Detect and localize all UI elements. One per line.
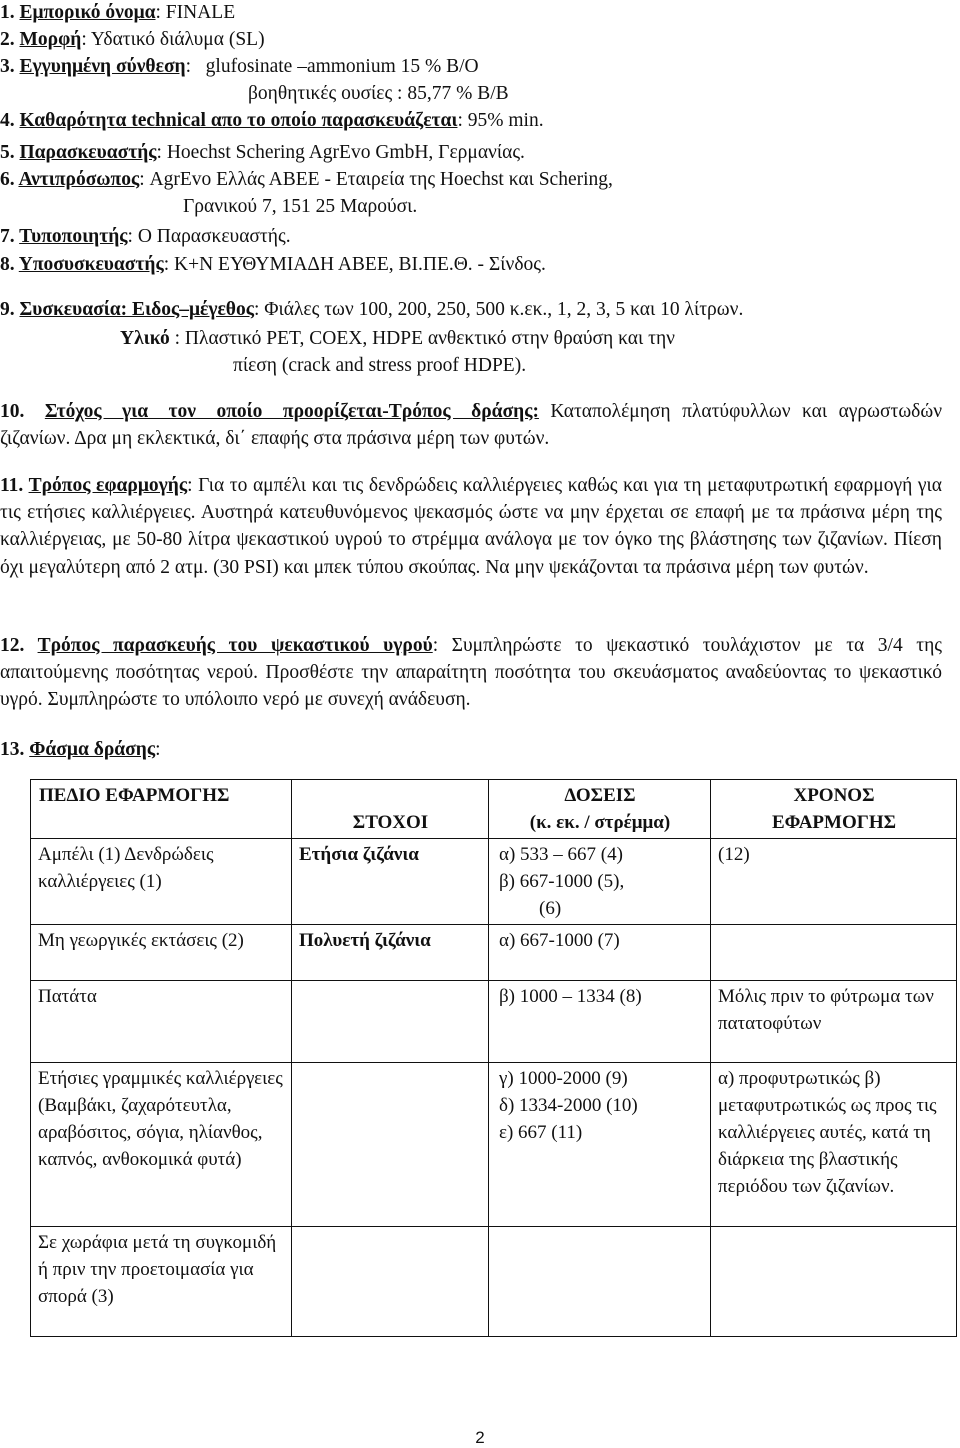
item-6-value: : AgrEvo Ελλάς ΑΒΕΕ - Εταιρεία της Hoechst και Schering, xyxy=(139,169,613,190)
table-row xyxy=(31,1063,957,1227)
item-5 xyxy=(0,140,525,166)
header-field: ΠΕΔΙΟ ΕΦΑΡΜΟΓΗΣ xyxy=(31,780,292,839)
item-11-text: : Για το αμπέλι και τις δενδρώδεις καλλιέργειες καθώς και για τη μεταφυτρωτική εφαρμογή για τις ετήσιες καλλιέργειες. Αυστηρά κατευθυνόμενος ψεκασμός ώστε να μην έρχεται σε επαφή με τα πράσινα μέρη της καλλιέργειας, με 50-80 λίτρα ψεκαστικού υγρού το στρέμμα ανάλογα με τον όγκο της βλάστησης των ζιζανίων. Πίεση όχι μεγαλύτερη από 2 ατμ. (30 PSI) και μπεκ τύπου σκούπας. Να μην ψεκάζονται τα πράσινα μέρη των φυτών. xyxy=(0,475,942,578)
item-9-value: : Φιάλες των 100, 200, 250, 500 κ.εκ., 1, 2, 3, 5 και 10 λίτρων. xyxy=(253,299,744,320)
item-3-value2: βοηθητικές ουσίες : 85,77 % Β/Β xyxy=(248,83,509,104)
cell-target: Ετήσια ζιζάνια xyxy=(292,839,489,925)
header-doses: ΔΟΣΕΙΣ (κ. εκ. / στρέμμα) xyxy=(489,780,711,839)
item-5-value: : Hoechst Schering AgrEvo GmbH, Γερμανίας. xyxy=(156,142,525,163)
item-6-continuation xyxy=(183,194,417,220)
item-6-label: 6. Αντιπρόσωπος xyxy=(0,169,140,190)
cell-target xyxy=(292,1227,489,1337)
table-row xyxy=(31,1227,957,1337)
item-1 xyxy=(0,0,235,26)
item-3-label: 3. Εγγυημένη σύνθεση xyxy=(0,56,186,77)
cell-time: (12) xyxy=(711,839,957,925)
cell-target xyxy=(292,1063,489,1227)
table-row xyxy=(31,981,957,1063)
item-7-label: 7. Τυποποιητής xyxy=(0,226,128,247)
item-4-label: 4. Καθαρότητα technical απο το οποίο παρασκευάζεται xyxy=(0,110,458,131)
item-9-material-value2: πίεση (crack and stress proof HDPE). xyxy=(233,355,527,376)
item-6-value2: Γρανικού 7, 151 25 Μαρούσι. xyxy=(183,196,418,217)
item-9-material-continuation xyxy=(233,353,526,379)
item-8 xyxy=(0,252,546,278)
cell-target: Πολυετή ζιζάνια xyxy=(292,925,489,981)
header-time: ΧΡΟΝΟΣ ΕΦΑΡΜΟΓΗΣ xyxy=(711,780,957,839)
item-11 xyxy=(0,472,942,581)
item-9-material xyxy=(120,326,675,352)
item-13 xyxy=(0,737,161,763)
item-10-label: 10. Στόχος για τον οποίο προορίζεται-Τρόπος δράσης: xyxy=(0,401,539,422)
cell-field: Ετήσιες γραμμικές καλλιέργειες (Βαμβάκι, ζαχαρότευτλα, αραβόσιτος, σόγια, ηλίανθος, καπνός, ανθοκομικά φυτά) xyxy=(31,1063,292,1227)
item-5-label: 5. Παρασκευαστής xyxy=(0,142,157,163)
item-13-value: : xyxy=(155,739,161,760)
cell-field: Αμπέλι (1) Δενδρώδεις καλλιέργειες (1) xyxy=(31,839,292,925)
item-10 xyxy=(0,398,942,452)
item-1-value: : FINALE xyxy=(155,2,236,23)
cell-field: Μη γεωργικές εκτάσεις (2) xyxy=(31,925,292,981)
item-9-material-label: Υλικό xyxy=(120,328,170,349)
cell-time: α) προφυτρωτικώς β) μεταφυτρωτικώς ως προς τις καλλιέργειες αυτές, κατά τη διάρκεια της βλαστικής περιόδου των ζιζανίων. xyxy=(711,1063,957,1227)
item-2 xyxy=(0,27,265,53)
item-12 xyxy=(0,632,942,714)
item-9 xyxy=(0,297,743,323)
cell-time: Μόλις πριν το φύτρωμα των πατατοφύτων xyxy=(711,981,957,1063)
item-7 xyxy=(0,224,291,250)
item-12-text: : Συμπληρώστε το ψεκαστικό τουλάχιστον με τα 3/4 της απαιτούμενης ποσότητας νερού. Προσθέστε την απαραίτητη ποσότητα του σκευάσματος αναδεύοντας το ψεκαστικό υγρό. Συμπληρώστε το υπόλοιπο νερό με συνεχή ανάδευση. xyxy=(0,635,942,711)
item-13-label: 13. Φάσμα δράσης xyxy=(0,739,156,760)
cell-dose: β) 1000 – 1334 (8) xyxy=(489,981,711,1063)
table-row xyxy=(31,839,957,925)
cell-dose: α) 667-1000 (7) xyxy=(489,925,711,981)
item-6 xyxy=(0,167,613,193)
table-header-row xyxy=(31,780,957,839)
item-3 xyxy=(0,54,479,80)
item-2-label: 2. Μορφή xyxy=(0,29,82,50)
item-9-label: 9. Συσκευασία: Ειδος–μέγεθος xyxy=(0,299,254,320)
item-12-label: 12. Τρόπος παρασκευής του ψεκαστικού υγρού xyxy=(0,635,433,656)
cell-time xyxy=(711,925,957,981)
item-4-value: : 95% min. xyxy=(457,110,544,131)
cell-dose xyxy=(489,1227,711,1337)
table-row xyxy=(31,925,957,981)
item-11-label: 11. Τρόπος εφαρμογής xyxy=(0,475,188,496)
cell-field: Πατάτα xyxy=(31,981,292,1063)
page-number: 2 xyxy=(475,1428,485,1447)
cell-field: Σε χωράφια μετά τη συγκομιδή ή πριν την προετοιμασία για σπορά (3) xyxy=(31,1227,292,1337)
item-3-value: : glufosinate –ammonium 15 % Β/Ο xyxy=(185,56,479,77)
cell-time xyxy=(711,1227,957,1337)
spectrum-table xyxy=(30,779,957,1337)
item-1-label: 1. Εμπορικό όνομα xyxy=(0,2,156,23)
cell-dose: γ) 1000-2000 (9) δ) 1334-2000 (10) ε) 667 (11) xyxy=(489,1063,711,1227)
cell-target xyxy=(292,981,489,1063)
item-7-value: : Ο Παρασκευαστής. xyxy=(127,226,291,247)
item-8-label: 8. Υποσυσκευαστής xyxy=(0,254,164,275)
header-targets: ΣΤΟΧΟΙ xyxy=(292,780,489,839)
item-9-material-value: : Πλαστικό PET, COEX, HDPE ανθεκτικό στην θραύση και την xyxy=(169,328,675,349)
item-3-continuation xyxy=(248,81,509,107)
cell-dose: α) 533 – 667 (4) β) 667-1000 (5), (6) xyxy=(489,839,711,925)
item-10-text: Καταπολέμηση πλατύφυλλων και αγρωστωδών ζιζανίων. Δρα μη εκλεκτικά, δι΄ επαφής στα πράσινα μέρη των φυτών. xyxy=(0,401,943,450)
item-8-value: : Κ+Ν ΕΥΘΥΜΙΑΔΗ ΑΒΕΕ, ΒΙ.ΠΕ.Θ. - Σίνδος. xyxy=(163,254,546,275)
item-2-value: : Υδατικό διάλυμα (SL) xyxy=(81,29,265,50)
item-4 xyxy=(0,108,544,134)
